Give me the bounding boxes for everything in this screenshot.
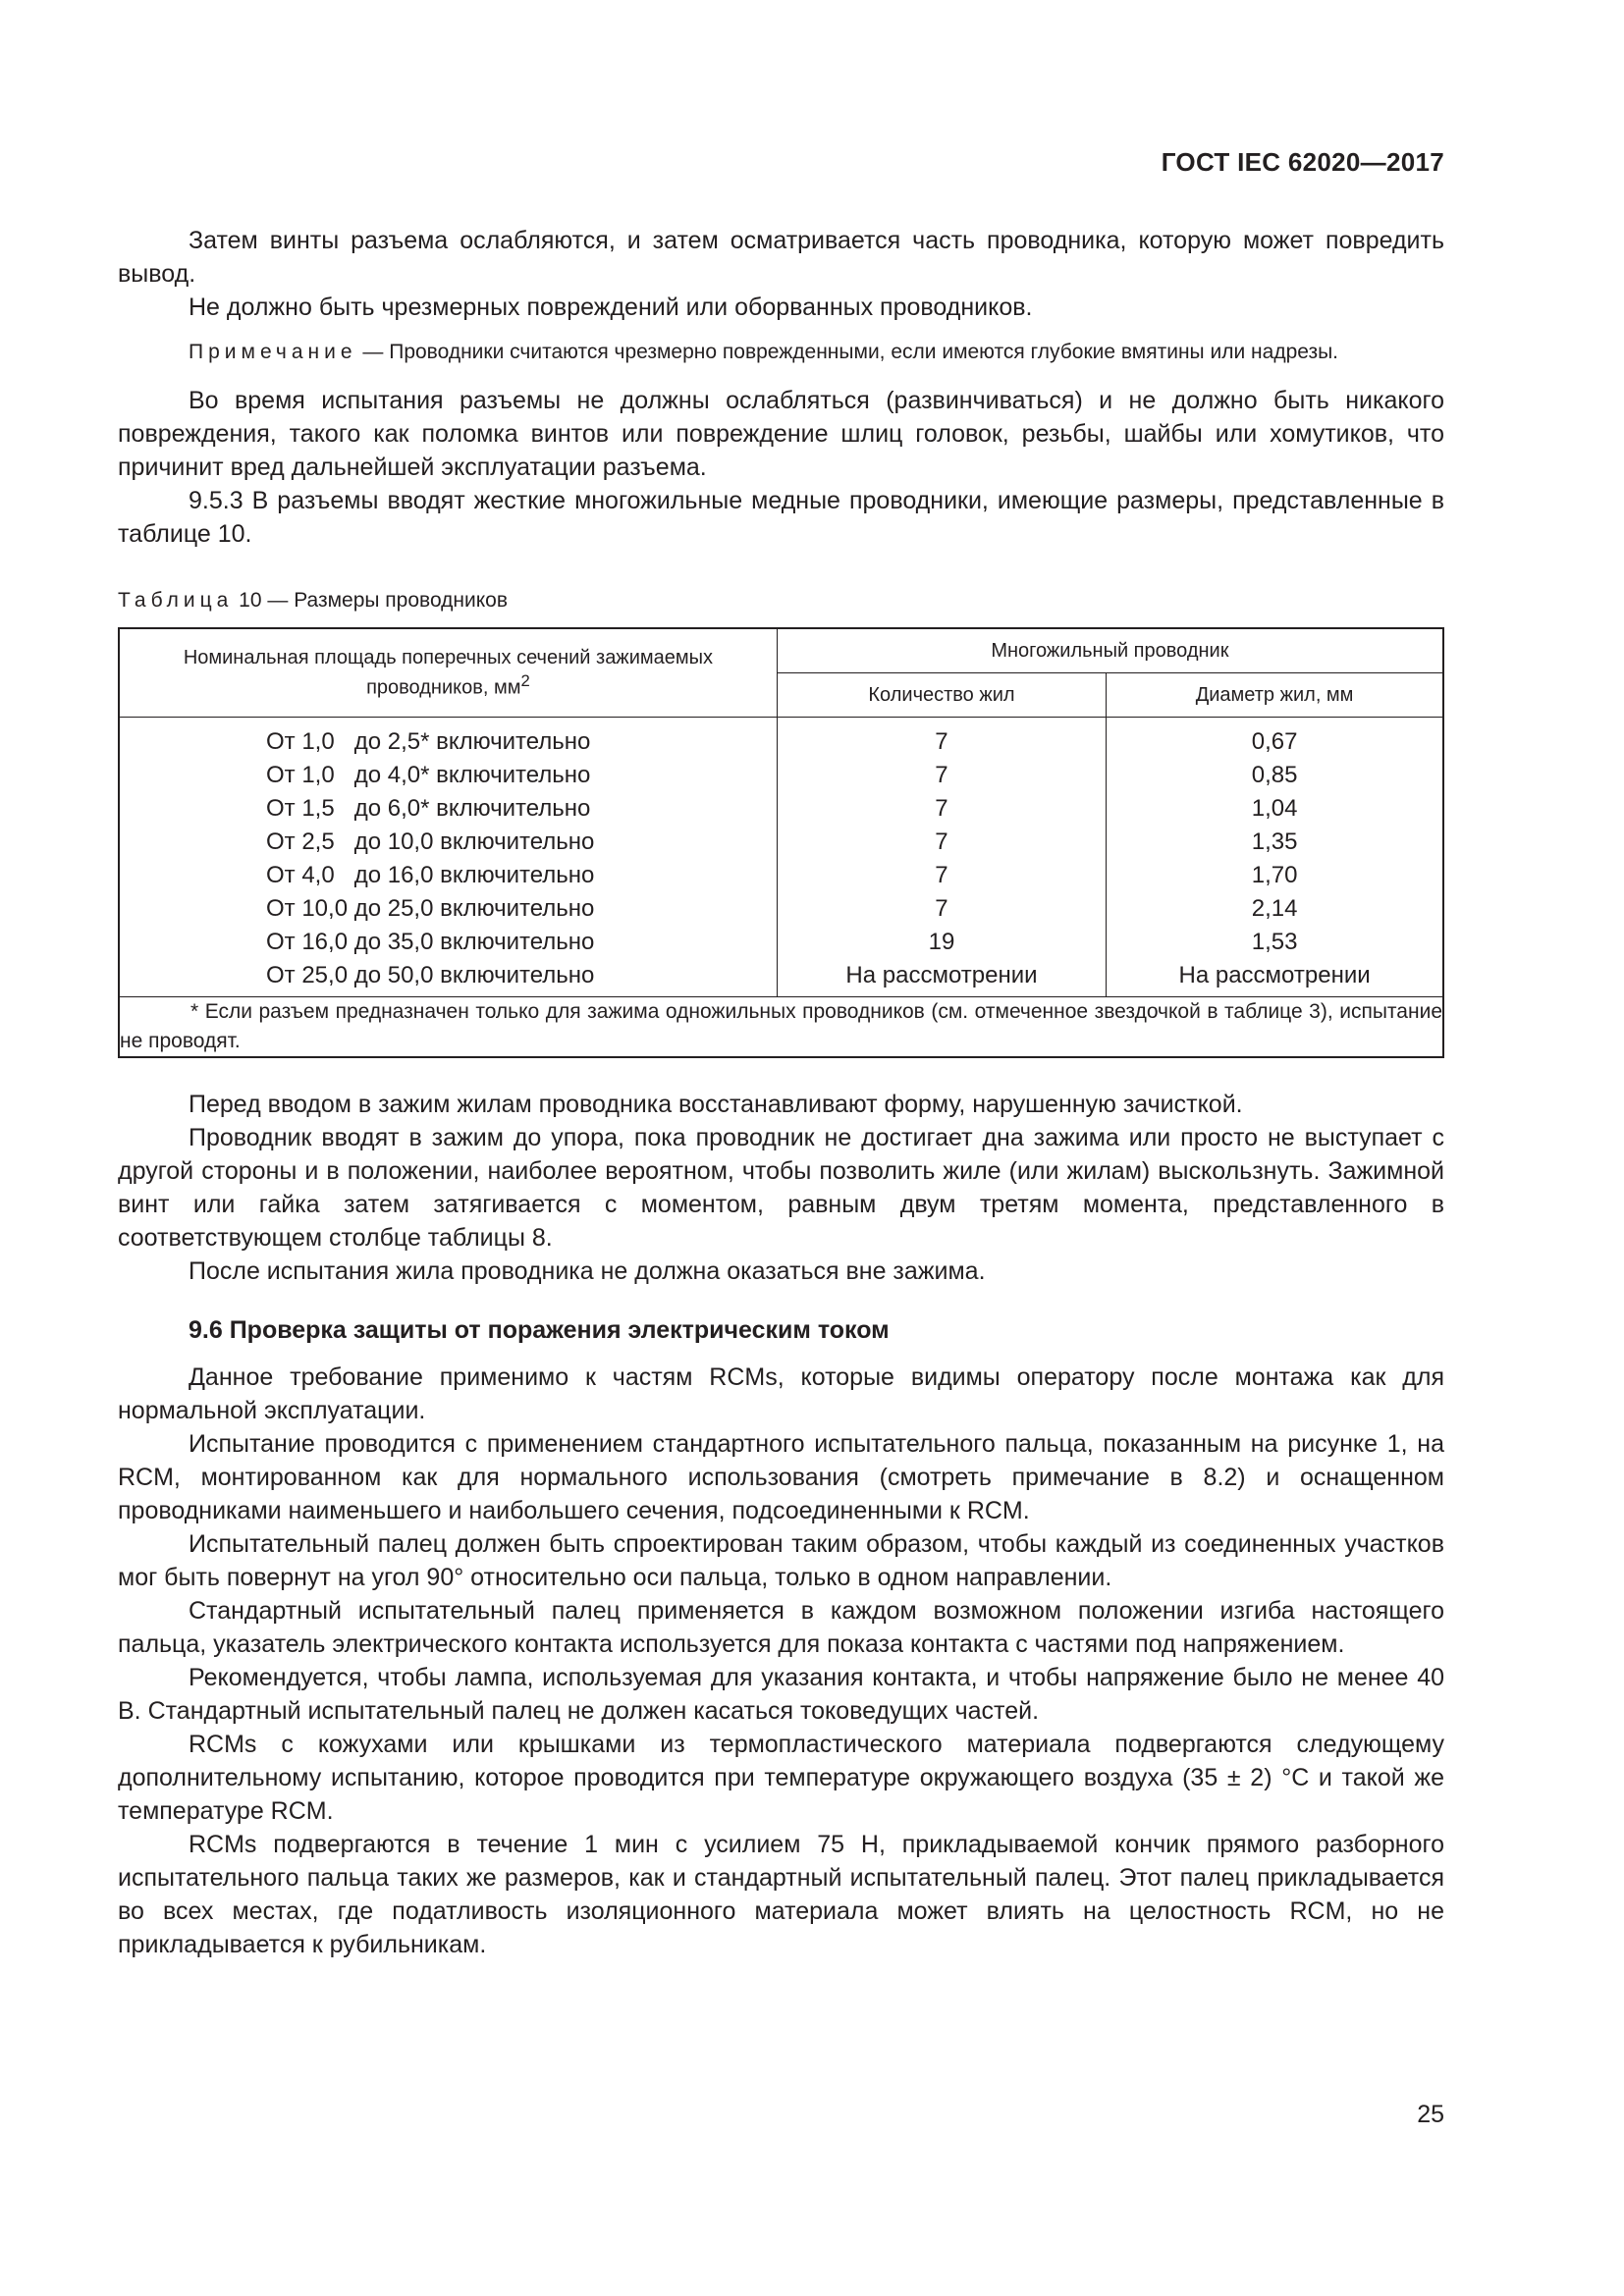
paragraph: Испытание проводится с применением стандартного испытательного пальца, показанным на рисунке 1, на RCM, монтированном как для нормального использования (смотреть примечание в 8.2) и оснащенном проводниками наименьшего и наибольшего сечения, подсоединенными к RCM. xyxy=(118,1430,1444,1524)
note-text: — Проводники считаются чрезмерно поврежденными, если имеются глубокие вмятины или надрезы. xyxy=(356,341,1339,363)
table-cell-count: На рассмотрении xyxy=(845,962,1038,988)
paragraph: Испытательный палец должен быть спроектирован таким образом, чтобы каждый из соединенных участков мог быть повернут на угол 90° относительно оси пальца, только в одном направлении. xyxy=(118,1530,1444,1591)
conductor-size-table xyxy=(118,627,1444,1058)
table-cell-range: От 25,0 до 50,0 включительно xyxy=(266,962,595,988)
note xyxy=(118,338,1444,366)
document-header: ГОСТ IEC 62020—2017 xyxy=(1161,147,1444,177)
table-caption-text: 10 — Размеры проводников xyxy=(233,589,509,612)
paragraph: Рекомендуется, чтобы лампа, используемая для указания контакта, и чтобы напряжение было не менее 40 В. Стандартный испытательный палец не должен касаться токоведущих частей. xyxy=(118,1664,1444,1725)
table-cell-diameter: 1,04 xyxy=(1251,795,1298,822)
page-content xyxy=(118,224,1444,1961)
table-column-range xyxy=(119,718,777,997)
paragraph: Проводник вводят в зажим до упора, пока проводник не достигает дна зажима или просто не выступает с другой стороны и в положении, наиболее вероятном, чтобы позволить жиле (или жилам) выскользнуть. Зажимной винт или гайка затем затягивается с моментом, равным двум третям момента, представленного в соответствующем столбце таблицы 8. xyxy=(118,1124,1444,1252)
note-label: Примечание xyxy=(189,341,357,363)
paragraph: Перед вводом в зажим жилам проводника восстанавливают форму, нарушенную зачисткой. xyxy=(189,1091,1243,1118)
table-cell-range: От 1,0 до 4,0* включительно xyxy=(266,762,591,788)
paragraph: 9.5.3 В разъемы вводят жесткие многожильные медные проводники, имеющие размеры, представленные в таблице 10. xyxy=(118,487,1444,548)
table-cell-range: От 1,5 до 6,0* включительно xyxy=(266,795,591,822)
paragraph: RCMs подвергаются в течение 1 мин с усилием 75 Н, прикладываемой кончик прямого разборного испытательного пальца таких же размеров, как и стандартный испытательный палец. Этот палец прикладывается во всех местах, где податливость изоляционного материала может влиять на целостность RCM, но не прикладывается к рубильникам. xyxy=(118,1831,1444,1958)
page-number: 25 xyxy=(1417,2101,1444,2128)
paragraph: Затем винты разъема ослабляются, и затем осматривается часть проводника, которую может повредить вывод. xyxy=(118,227,1444,288)
table-cell-count: 7 xyxy=(935,862,948,888)
table-column-diameter xyxy=(1107,718,1443,997)
table-cell-diameter: 1,53 xyxy=(1251,929,1298,955)
table-cell-count: 7 xyxy=(935,762,948,788)
table-caption xyxy=(118,584,1444,617)
table-cell-diameter: 0,85 xyxy=(1251,762,1298,788)
table-cell-count: 7 xyxy=(935,895,948,922)
table-column-count xyxy=(777,718,1106,997)
paragraph: Стандартный испытательный палец применяется в каждом возможном положении изгиба настоящего пальца, указатель электрического контакта используется для показа контакта с частями под напряжением. xyxy=(118,1597,1444,1658)
paragraph: Данное требование применимо к частям RCMs, которые видимы оператору после монтажа как для нормальной эксплуатации. xyxy=(118,1363,1444,1424)
table-cell-range: От 4,0 до 16,0 включительно xyxy=(266,862,595,888)
table-cell-range: От 1,0 до 2,5* включительно xyxy=(266,728,591,755)
table-cell-count: 7 xyxy=(935,728,948,755)
paragraph: После испытания жила проводника не должна оказаться вне зажима. xyxy=(189,1257,986,1285)
table-cell-diameter: 0,67 xyxy=(1251,728,1298,755)
paragraph: Не должно быть чрезмерных повреждений или оборванных проводников. xyxy=(189,294,1033,321)
table-header-diameter: Диаметр жил, мм xyxy=(1107,673,1443,718)
table-cell-range: От 2,5 до 10,0 включительно xyxy=(266,828,595,855)
table-cell-diameter: 1,35 xyxy=(1251,828,1298,855)
table-cell-range: От 16,0 до 35,0 включительно xyxy=(266,929,595,955)
table-cell-count: 7 xyxy=(935,828,948,855)
paragraph: Во время испытания разъемы не должны ослабляться (развинчиваться) и не должно быть никакого повреждения, такого как поломка винтов или повреждение шлиц головок, резьбы, шайбы или хомутиков, что причинит вред дальнейшей эксплуатации разъема. xyxy=(118,387,1444,481)
paragraph: RCMs с кожухами или крышками из термопластического материала подвергаются следующему дополнительному испытанию, которое проводится при температуре окружающего воздуха (35 ± 2) °С и такой же температуре RCM. xyxy=(118,1731,1444,1825)
table-cell-count: 7 xyxy=(935,795,948,822)
header-area-sup: 2 xyxy=(520,671,530,691)
table-caption-label: Таблица xyxy=(118,589,234,612)
table-cell-diameter: 1,70 xyxy=(1251,862,1298,888)
table-header-count: Количество жил xyxy=(777,673,1106,718)
table-footnote: * Если разъем предназначен только для зажима одножильных проводников (см. отмеченное звездочкой в таблице 3), испытание не проводят. xyxy=(119,997,1443,1058)
table-header-group: Многожильный проводник xyxy=(777,628,1443,673)
table-cell-diameter: 2,14 xyxy=(1251,895,1298,922)
table-cell-diameter: На рассмотрении xyxy=(1178,962,1371,988)
table-header-area xyxy=(119,628,777,718)
header-area-text: Номинальная площадь поперечных сечений зажимаемых проводников, мм xyxy=(183,647,713,699)
table-cell-range: От 10,0 до 25,0 включительно xyxy=(266,895,595,922)
section-title: 9.6 Проверка защиты от поражения электрическим током xyxy=(189,1316,890,1344)
table-cell-count: 19 xyxy=(928,929,955,955)
